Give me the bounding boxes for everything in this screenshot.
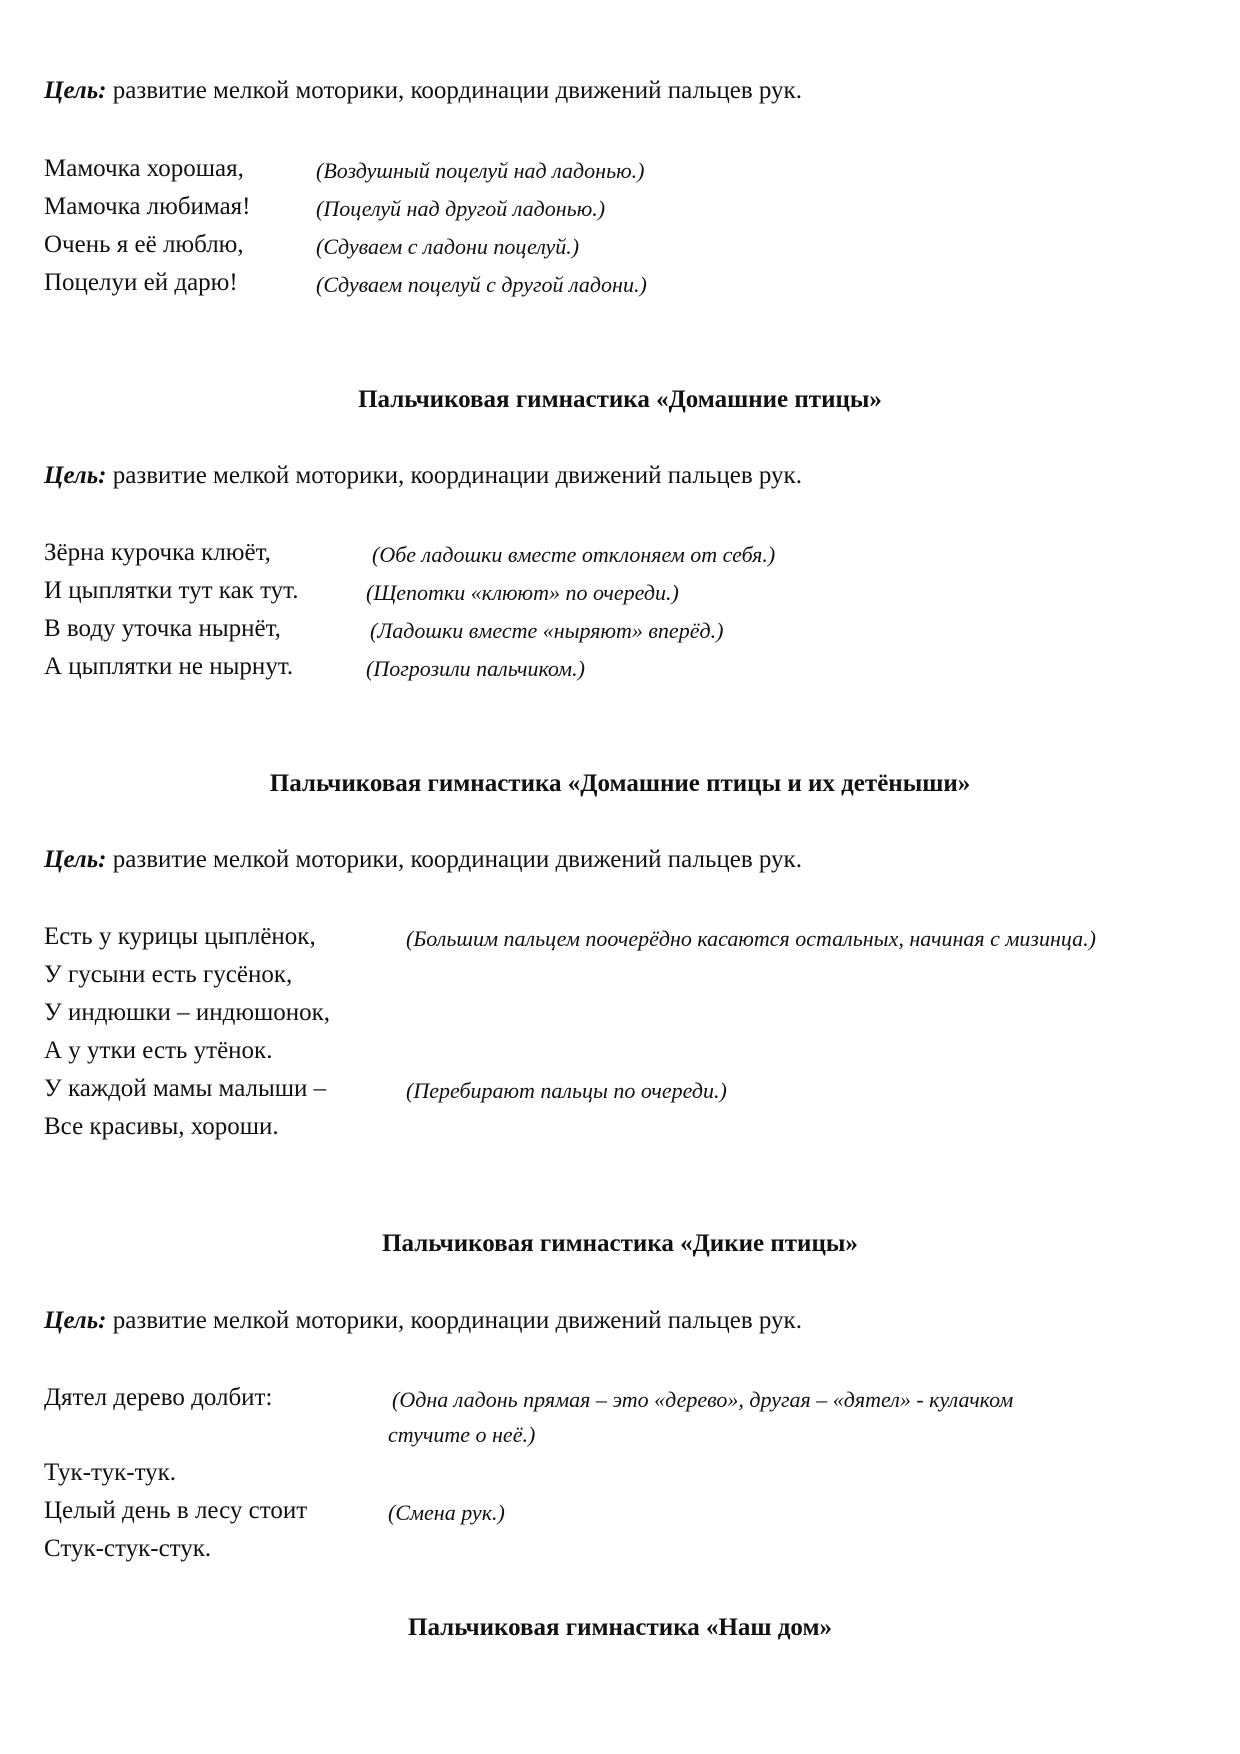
verse-note: (Поцелуй над другой ладонью.) (316, 196, 606, 221)
verse-note: (Сдуваем поцелуй с другой ладони.) (316, 272, 647, 297)
goal-label: Цель: (44, 846, 107, 873)
verse-line: А цыплятки не нырнут. (44, 653, 294, 680)
goal-line (44, 76, 802, 106)
verse-line: И цыплятки тут как тут. (44, 577, 299, 604)
goal-text: развитие мелкой моторики, координации движений пальцев рук. (112, 462, 802, 489)
verse-note: (Перебирают пальцы по очереди.) (406, 1078, 727, 1103)
goal-label: Цель: (44, 1307, 107, 1334)
verse-line: У индюшки – индюшонок, (44, 999, 331, 1026)
goal-line (44, 845, 802, 875)
verse-note: (Сдуваем с ладони поцелуй.) (316, 234, 580, 259)
goal-text: развитие мелкой моторики, координации движений пальцев рук. (112, 846, 802, 873)
goal-label: Цель: (44, 462, 107, 489)
verse-line: Зёрна курочка клюёт, (44, 539, 271, 566)
goal-text: развитие мелкой моторики, координации движений пальцев рук. (112, 77, 802, 104)
section-title: Пальчиковая гимнастика «Наш дом» (408, 1614, 832, 1641)
verse-line: Целый день в лесу стоит (44, 1497, 308, 1524)
section-title: Пальчиковая гимнастика «Домашние птицы» (358, 386, 882, 413)
verse-line: А у утки есть утёнок. (44, 1037, 273, 1064)
verse-line: Поцелуи ей дарю! (44, 269, 238, 296)
section-title: Пальчиковая гимнастика «Дикие птицы» (382, 1230, 858, 1257)
goal-label: Цель: (44, 77, 107, 104)
goal-text: развитие мелкой моторики, координации движений пальцев рук. (112, 1307, 802, 1334)
verse-line: Дятел дерево долбит: (44, 1384, 273, 1411)
verse-note: (Воздушный поцелуй над ладонью.) (316, 158, 645, 183)
verse-note: (Погрозили пальчиком.) (366, 656, 585, 681)
verse-note: (Обе ладошки вместе отклоняем от себя.) (372, 542, 776, 567)
verse-note: стучите о неё.) (388, 1422, 536, 1447)
verse-line: У каждой мамы малыши – (44, 1075, 327, 1102)
verse-note: (Большим пальцем поочерёдно касаются остальных, начиная с мизинца.) (406, 926, 1097, 951)
verse-line: Мамочка любимая! (44, 193, 251, 220)
verse-line: Есть у курицы цыплёнок, (44, 923, 316, 950)
verse-note: (Щепотки «клюют» по очереди.) (366, 580, 679, 605)
verse-line: Мамочка хорошая, (44, 155, 244, 182)
verse-note: (Одна ладонь прямая – это «дерево», другая – «дятел» - кулачком (392, 1387, 1014, 1412)
verse-line: Стук-стук-стук. (44, 1535, 212, 1562)
goal-line (44, 1306, 802, 1336)
goal-line (44, 461, 802, 491)
verse-line: У гусыни есть гусёнок, (44, 961, 293, 988)
verse-line: В воду уточка нырнёт, (44, 615, 281, 642)
verse-line: Все красивы, хороши. (44, 1113, 279, 1140)
verse-line: Очень я её люблю, (44, 231, 244, 258)
verse-note: (Смена рук.) (388, 1500, 505, 1525)
verse-note: (Ладошки вместе «ныряют» вперёд.) (370, 618, 724, 643)
section-title: Пальчиковая гимнастика «Домашние птицы и их детёныши» (269, 770, 971, 797)
verse-line: Тук-тук-тук. (44, 1459, 177, 1486)
